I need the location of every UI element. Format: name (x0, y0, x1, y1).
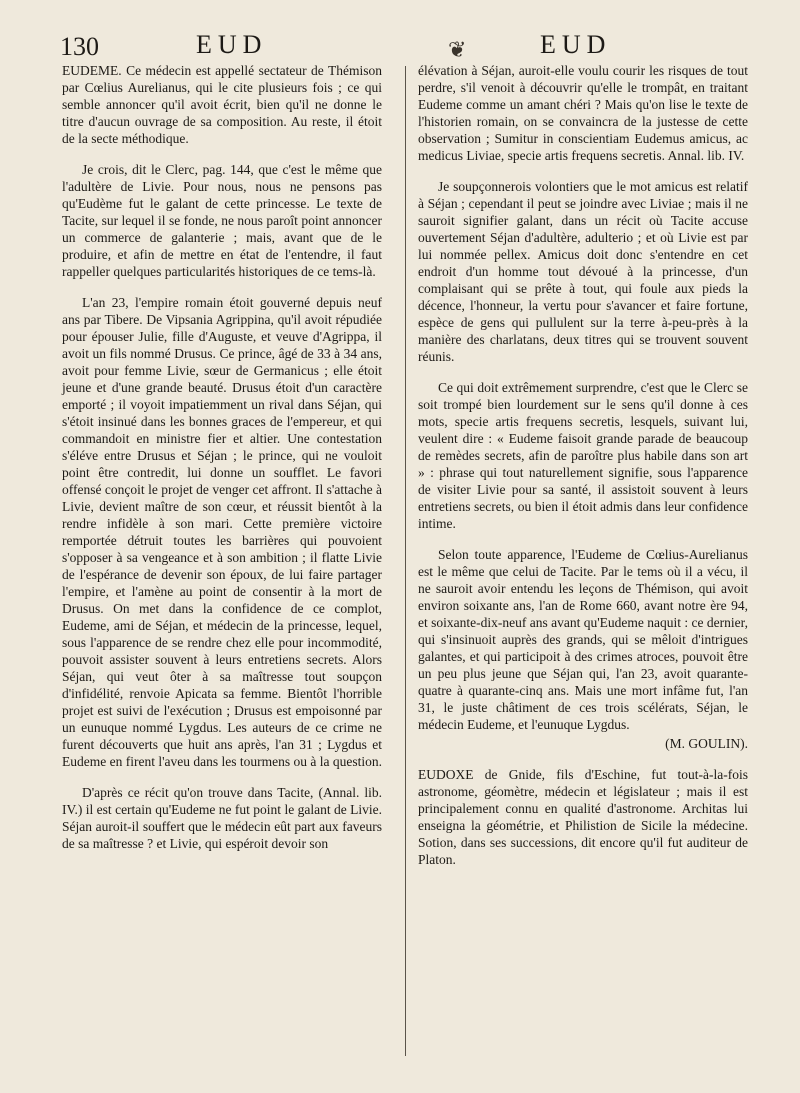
page-number: 130 (60, 32, 99, 61)
paragraph-selon: Selon toute apparence, l'Eudeme de Cœlius-Aurelianus est le même que celui de Tacite. Par le tems où il a vécu, il ne sauroit avoir entendu les leçons de Thémison, qui avoit environ soixante ans, l'an de Rome 660, avant notre ère 94, et soixante-dix-neuf ans avant qu'Eudeme naquit : ce dernier, qui s'insinuoit auprès des grands, qui se mêloit d'intrigues galantes, et qui participoit à des crimes atroces, pouvoit être un peu plus jeune que Séjan qui, l'an 23, avoit quarante-quatre à quarante-cinq ans. Mais une mort infâme fut, l'an 31, le juste châtiment de ces trois scélérats, Séjan, le médecin Eudeme, et l'eunuque Lygdus. (418, 547, 748, 732)
paragraph-amicus: Je soupçonnerois volontiers que le mot amicus est relatif à Séjan ; cependant il peut se joindre avec Liviae ; mais il ne sauroit signifier galant, dans un récit où Tacite accuse ouvertement Séjan d'adultère, adulterio ; et où Livie est par lui nommée pellex. Amicus doit donc s'entendre en cet endroit d'un homme tout dévoué à la princesse, d'un complaisant qui se prête à tout, qui foule aux pieds la décence, l'honneur, la vertu pour s'avancer et faire fortune, espèce de gens qui pullulent sur la terre à-peu-près à la manière des charlatans, deux titres qui se trouvent souvent réunis. (418, 179, 748, 364)
paragraph-eudoxe: EUDOXE de Gnide, fils d'Eschine, fut tout-à-la-fois astronome, géomètre, médecin et législateur ; mais il est principalement connu en qualité d'astronome. Architas lui enseigna la géométrie, et Philistion de Sicile la médecine. Sotion, dans ses successions, dit encore qu'il fut auditeur de Platon. (418, 767, 748, 867)
column-divider (405, 66, 406, 1056)
paragraph-eudeme-intro: EUDEME. Ce médecin est appellé sectateur de Thémison par Cœlius Aurelianus, qui le cite plusieurs fois ; ce qui semble annoncer qu'il avoit écrit, bien qu'il ne donne le titre d'aucun ouvrage de sa composition. Au reste, il étoit de la secte méthodique. (62, 63, 382, 146)
paragraph-continuation: élévation à Séjan, auroit-elle voulu courir les risques de tout perdre, s'il venoit à découvrir qu'elle le trompât, en traitant Eudeme comme un amant chéri ? Mais qu'on lise le texte de l'historien romain, on se convaincra de la justesse de cette observation ; Sumitur in conscientiam Eudemus amicus, ac medicus Liviae, specie artis frequens secretis. Annal. lib. IV. (418, 63, 748, 163)
left-column (62, 62, 382, 866)
signature: (M. GOULIN). (665, 736, 748, 751)
running-head-left: EUD (196, 30, 268, 59)
paragraph-le-clerc: Je crois, dit le Clerc, pag. 144, que c'est le même que l'adultère de Livie. Pour nous, nous ne pensons pas qu'Eudème fut le galant de cette princesse. Le texte de Tacite, sur lequel il se fonde, ne nous paroît point annoncer un commerce de galanterie ; mais, avant que de le produire, et afin de mettre en état de l'entendre, il faut rappeller quelques particularités historiques de ce tems-là. (62, 162, 382, 279)
paragraph-history: L'an 23, l'empire romain étoit gouverné depuis neuf ans par Tibere. De Vipsania Agrippina, qu'il avoit répudiée pour épouser Julie, fille d'Auguste, et veuve d'Agrippa, il avoit un fils nommé Drusus. Ce prince, âgé de 33 à 34 ans, avoit pour femme Livie, sœur de Germanicus ; elle étoit jeune et d'une grande beauté. Drusus étoit d'un caractère emporté ; il voyoit impatiemment un rival dans Séjan, qui s'étoit insinué dans les bonnes graces de l'empereur, et qui commandoit en ministre fier et altier. Une contestation s'éléve entre Drusus et Séjan ; le prince, qui ne vouloit point être contredit, lui donne un soufflet. Le favori offensé conçoit le projet de venger cet affront. Il s'attache à Livie, devient maître de son cœur, et réussit bientôt à la rendre infidèle à son mari. Cette première victoire remportée détruit toutes les barrières qui pouvoient s'opposer à sa vengeance et à son ambition ; il flatte Livie de l'espérance de devenir son époux, de lui faire partager l'empire, et l'amène au point de consentir à la mort de Drusus. On met dans la confidence de ce complot, Eudeme, ami de Séjan, et médecin de la princesse, lequel, sous l'apparence de se rendre chez elle pour incommodité, pouvoit assister souvent à leurs entretiens secrets. Alors Séjan, qui veut ôter à sa maîtresse tout soupçon d'infidélité, renvoie Apicata sa femme. Bientôt l'horrible projet est suivi de l'exécution ; Drusus est empoisonné par un eunuque nommé Lygdus. Les auteurs de ce crime ne furent découverts que huit ans après, l'an 31 ; Lygdus et Eudeme en firent l'aveu dans les tourmens ou à la question. (62, 295, 382, 769)
running-head-right: EUD (540, 30, 612, 59)
right-column (418, 62, 748, 882)
paragraph-surprise: Ce qui doit extrêmement surprendre, c'est que le Clerc se soit trompé bien lourdement sur le sens qu'il donne à ces mots, specie artis frequens secretis, lesquels, suivant lui, veulent dire : « Eudeme faisoit grande parade de beaucoup de remèdes secrets, afin de paroître plus habile dans son art » : phrase qui tout naturellement signifie, sous l'apparence de visiter Livie pour sa santé, il assistoit souvent à leurs entretiens secrets, ou bien il étoit admis dans leur confidence intime. (418, 380, 748, 531)
paragraph-tacite: D'après ce récit qu'on trouve dans Tacite, (Annal. lib. IV.) il est certain qu'Eudeme ne fut point le galant de Livie. Séjan auroit-il souffert que le médecin eût part aux faveurs de sa maîtresse ? et Livie, qui espéroit devoir son (62, 785, 382, 851)
ornament-icon: ❦ (448, 38, 467, 63)
